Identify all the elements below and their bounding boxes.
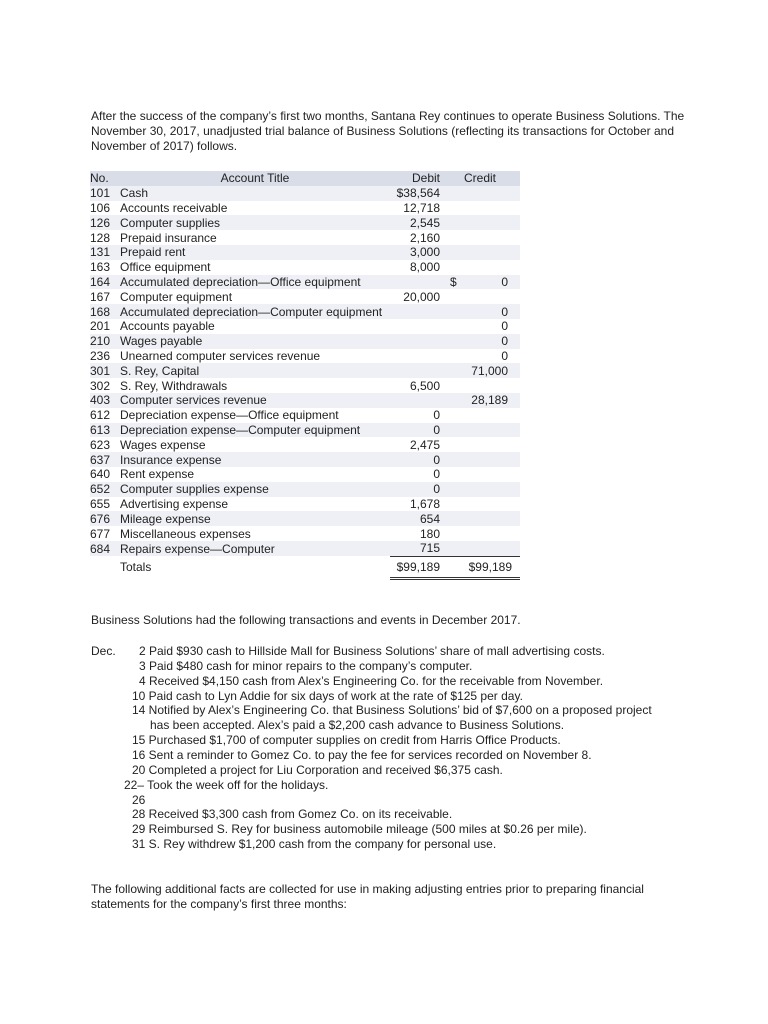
account-number: 640 <box>90 467 120 482</box>
credit-amount <box>440 186 520 201</box>
debit-amount: 180 <box>390 526 440 541</box>
account-number: 201 <box>90 319 120 334</box>
transaction-line: 31 S. Rey withdrew $1,200 cash from the company for personal use. <box>132 837 497 852</box>
account-number: 131 <box>90 245 120 260</box>
credit-amount <box>440 230 520 245</box>
transaction-line: 4 Received $4,150 cash from Alex’s Engineering Co. for the receivable from November. <box>139 673 604 688</box>
header-account-title: Account Title <box>120 171 390 186</box>
account-number: 623 <box>90 437 120 452</box>
table-row <box>90 334 520 349</box>
transaction-line: 10 Paid cash to Lyn Addie for six days of work at the rate of $125 per day. <box>132 688 523 703</box>
transaction-line: 3 Paid $480 cash for minor repairs to the company’s computer. <box>139 658 473 673</box>
account-number: 101 <box>90 186 120 201</box>
table-row <box>90 215 520 230</box>
credit-amount <box>440 289 520 304</box>
debit-amount <box>390 363 440 378</box>
account-number: 126 <box>90 215 120 230</box>
account-number: 613 <box>90 423 120 438</box>
credit-amount <box>440 304 520 319</box>
debit-amount: 0 <box>390 467 440 482</box>
debit-amount <box>390 334 440 349</box>
table-header-row <box>90 171 520 186</box>
debit-amount: 0 <box>390 408 440 423</box>
account-number: 210 <box>90 334 120 349</box>
account-title: Repairs expense—Computer <box>120 541 390 556</box>
totals-debit: $99,189 <box>390 556 440 578</box>
debit-amount: 6,500 <box>390 378 440 393</box>
table-row <box>90 437 520 452</box>
account-number: 677 <box>90 526 120 541</box>
credit-amount <box>440 363 520 378</box>
account-number: 106 <box>90 201 120 216</box>
credit-value: 0 <box>501 319 508 334</box>
debit-amount: 3,000 <box>390 245 440 260</box>
account-number: 612 <box>90 408 120 423</box>
header-credit: Credit <box>440 171 520 186</box>
account-number: 684 <box>90 541 120 556</box>
table-row <box>90 349 520 364</box>
debit-amount: 0 <box>390 482 440 497</box>
intro-paragraph: After the success of the company’s first two months, Santana Rey continues to operate Business Solutions. The November 30, 2017, unadjusted trial balance of Business Solutions (reflecting its transactions for October and November of 2017) follows. <box>91 109 685 153</box>
transaction-line: 20 Completed a project for Liu Corporation and received $6,375 cash. <box>132 762 503 777</box>
credit-amount <box>440 349 520 364</box>
credit-amount <box>440 437 520 452</box>
debit-amount: 0 <box>390 423 440 438</box>
credit-amount <box>440 215 520 230</box>
table-row <box>90 541 520 556</box>
transaction-line: 14 Notified by Alex’s Engineering Co. that Business Solutions’ bid of $7,600 on a proposed project <box>132 703 652 718</box>
credit-value: 0 <box>501 334 508 349</box>
table-row <box>90 393 520 408</box>
table-row <box>90 230 520 245</box>
table-row <box>90 526 520 541</box>
currency-symbol: $ <box>450 274 457 289</box>
credit-value: 0 <box>501 274 508 289</box>
credit-value: 0 <box>501 304 508 319</box>
credit-amount <box>440 423 520 438</box>
credit-amount <box>440 452 520 467</box>
table-row <box>90 363 520 378</box>
totals-label: Totals <box>120 556 390 578</box>
debit-amount: 715 <box>390 541 440 556</box>
transaction-line: 15 Purchased $1,700 of computer supplies on credit from Harris Office Products. <box>132 733 561 748</box>
debit-amount <box>390 275 440 290</box>
debit-amount <box>390 304 440 319</box>
table-row <box>90 289 520 304</box>
account-title: Rent expense <box>120 467 390 482</box>
account-number: 403 <box>90 393 120 408</box>
credit-amount <box>440 511 520 526</box>
account-number: 236 <box>90 349 120 364</box>
totals-credit: $99,189 <box>440 556 520 578</box>
table-row <box>90 452 520 467</box>
totals-blank <box>90 556 120 578</box>
debit-amount: 0 <box>390 452 440 467</box>
adjusting-intro: The following additional facts are collected for use in making adjusting entries prior to preparing financial statements for the company’s first three months: <box>91 882 644 911</box>
account-number: 676 <box>90 511 120 526</box>
transactions-intro: Business Solutions had the following transactions and events in December 2017. <box>91 613 521 627</box>
transaction-line: has been accepted. Alex’s paid a $2,200 cash advance to Business Solutions. <box>150 718 565 733</box>
credit-amount <box>440 245 520 260</box>
account-title: Advertising expense <box>120 497 390 512</box>
credit-amount <box>440 408 520 423</box>
account-number: 652 <box>90 482 120 497</box>
debit-amount: 2,475 <box>390 437 440 452</box>
table-row <box>90 408 520 423</box>
credit-value: 28,189 <box>471 393 508 408</box>
credit-amount <box>440 497 520 512</box>
account-title: Computer equipment <box>120 289 390 304</box>
table-row <box>90 378 520 393</box>
transaction-line: 28 Received $3,300 cash from Gomez Co. on its receivable. <box>132 807 453 822</box>
table-row <box>90 497 520 512</box>
debit-amount: 1,678 <box>390 497 440 512</box>
credit-amount <box>440 482 520 497</box>
debit-amount <box>390 393 440 408</box>
credit-amount <box>440 541 520 556</box>
credit-amount <box>440 467 520 482</box>
credit-amount <box>440 378 520 393</box>
account-title: Prepaid rent <box>120 245 390 260</box>
transaction-line: 26 <box>132 792 146 807</box>
table-row <box>90 201 520 216</box>
debit-amount: 2,160 <box>390 230 440 245</box>
account-number: 168 <box>90 304 120 319</box>
account-title: S. Rey, Withdrawals <box>120 378 390 393</box>
account-title: Accumulated depreciation—Computer equipment <box>120 304 390 319</box>
credit-amount <box>440 260 520 275</box>
account-title: Depreciation expense—Computer equipment <box>120 423 390 438</box>
header-debit: Debit <box>390 171 440 186</box>
debit-amount: 12,718 <box>390 201 440 216</box>
credit-amount <box>440 393 520 408</box>
account-number: 301 <box>90 363 120 378</box>
account-title: Miscellaneous expenses <box>120 526 390 541</box>
table-row <box>90 245 520 260</box>
debit-amount: $38,564 <box>390 186 440 201</box>
account-number: 167 <box>90 289 120 304</box>
credit-amount <box>440 334 520 349</box>
account-title: Wages payable <box>120 334 390 349</box>
transaction-line: 29 Reimbursed S. Rey for business automobile mileage (500 miles at $0.26 per mile). <box>132 822 587 837</box>
table-row <box>90 260 520 275</box>
credit-amount <box>440 201 520 216</box>
account-number: 655 <box>90 497 120 512</box>
debit-amount: 654 <box>390 511 440 526</box>
month-label: Dec. <box>91 644 116 658</box>
account-title: Computer services revenue <box>120 393 390 408</box>
account-title: Computer supplies expense <box>120 482 390 497</box>
account-title: Mileage expense <box>120 511 390 526</box>
account-title: Depreciation expense—Office equipment <box>120 408 390 423</box>
header-no: No. <box>90 171 120 186</box>
table-row <box>90 275 520 290</box>
credit-amount <box>440 275 520 290</box>
credit-amount <box>440 319 520 334</box>
debit-amount: 2,545 <box>390 215 440 230</box>
account-title: Unearned computer services revenue <box>120 349 390 364</box>
account-number: 128 <box>90 230 120 245</box>
table-row <box>90 467 520 482</box>
account-title: Prepaid insurance <box>120 230 390 245</box>
table-row <box>90 511 520 526</box>
transaction-line: 2 Paid $930 cash to Hillside Mall for Business Solutions’ share of mall advertising costs. <box>139 644 605 658</box>
account-title: Accounts receivable <box>120 201 390 216</box>
debit-amount <box>390 349 440 364</box>
account-title: Cash <box>120 186 390 201</box>
account-number: 302 <box>90 378 120 393</box>
table-row <box>90 186 520 201</box>
table-row <box>90 423 520 438</box>
credit-value: 0 <box>501 348 508 363</box>
transaction-line: 22– Took the week off for the holidays. <box>124 777 329 792</box>
table-row <box>90 319 520 334</box>
account-title: Accounts payable <box>120 319 390 334</box>
account-title: S. Rey, Capital <box>120 363 390 378</box>
account-title: Computer supplies <box>120 215 390 230</box>
debit-amount: 20,000 <box>390 289 440 304</box>
table-row <box>90 482 520 497</box>
debit-amount: 8,000 <box>390 260 440 275</box>
account-title: Insurance expense <box>120 452 390 467</box>
debit-amount <box>390 319 440 334</box>
account-number: 163 <box>90 260 120 275</box>
account-title: Wages expense <box>120 437 390 452</box>
table-row <box>90 304 520 319</box>
trial-balance-table <box>90 171 520 580</box>
transaction-line: 16 Sent a reminder to Gomez Co. to pay the fee for services recorded on November 8. <box>132 747 592 762</box>
account-title: Office equipment <box>120 260 390 275</box>
account-title: Accumulated depreciation—Office equipment <box>120 275 390 290</box>
totals-row <box>90 556 520 578</box>
account-number: 637 <box>90 452 120 467</box>
credit-amount <box>440 526 520 541</box>
credit-value: 71,000 <box>471 363 508 378</box>
account-number: 164 <box>90 275 120 290</box>
